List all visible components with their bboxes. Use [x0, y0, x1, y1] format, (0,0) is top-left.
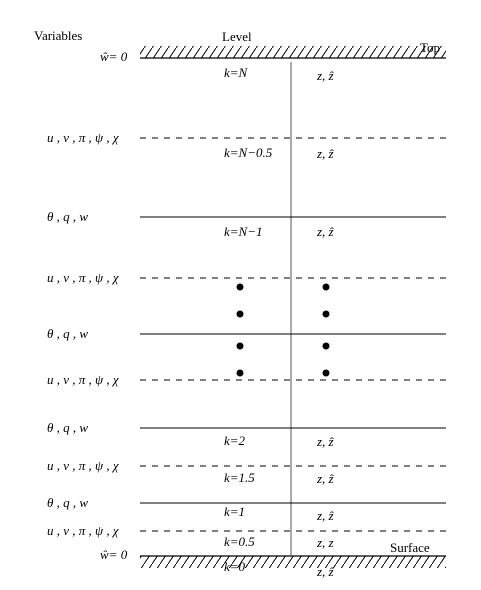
- level-index-label: k=N: [224, 65, 248, 80]
- half-level-variables: u , v , π , ψ , χ: [47, 270, 119, 285]
- level-index-label: k=2: [224, 433, 246, 448]
- level-index-label: k=N−0.5: [224, 145, 273, 160]
- ellipsis-dot: [323, 311, 330, 318]
- coordinate-label: z, z: [317, 535, 334, 550]
- half-level-variables: u , v , π , ψ , χ: [47, 372, 119, 387]
- half-level-variables: u , v , π , ψ , χ: [47, 523, 119, 538]
- variables-header: Variables: [34, 28, 83, 43]
- level-header: Level: [222, 29, 252, 44]
- half-level-variables: u , v , π , ψ , χ: [47, 130, 119, 145]
- ellipsis-dot: [323, 284, 330, 291]
- coordinate-label: z, ẑ: [317, 471, 334, 486]
- ellipsis-dot: [237, 370, 244, 377]
- half-level-variables: u , v , π , ψ , χ: [47, 458, 119, 473]
- coordinate-label: z, ẑ: [317, 508, 334, 523]
- ellipsis-dot: [237, 284, 244, 291]
- full-level-variables: θ , q , w: [47, 326, 89, 341]
- top-hatching: [140, 46, 446, 58]
- surface-hatching: [140, 556, 446, 568]
- surface-label: Surface: [390, 540, 430, 555]
- level-index-label: k=1.5: [224, 470, 255, 485]
- coordinate-label: z, ẑ: [317, 68, 334, 83]
- ellipsis-dot: [323, 370, 330, 377]
- level-index-label: k=0.5: [224, 534, 255, 549]
- full-level-variables: θ , q , w: [47, 209, 89, 224]
- ellipsis-dot: [237, 311, 244, 318]
- coordinate-label: z, ẑ: [317, 564, 334, 579]
- surface-boundary-condition: ŵ= 0: [100, 547, 128, 562]
- coordinate-label: z, ẑ: [317, 224, 334, 239]
- full-level-variables: θ , q , w: [47, 420, 89, 435]
- level-index-label: k=1: [224, 504, 246, 519]
- level-index-label: k=0: [224, 559, 246, 574]
- ellipsis-dot: [323, 343, 330, 350]
- ellipsis-dot: [237, 343, 244, 350]
- top-boundary-condition: ŵ= 0: [100, 49, 128, 64]
- coordinate-label: z, ẑ: [317, 434, 334, 449]
- level-index-label: k=N−1: [224, 224, 263, 239]
- full-level-variables: θ , q , w: [47, 495, 89, 510]
- coordinate-label: z, ẑ: [317, 146, 334, 161]
